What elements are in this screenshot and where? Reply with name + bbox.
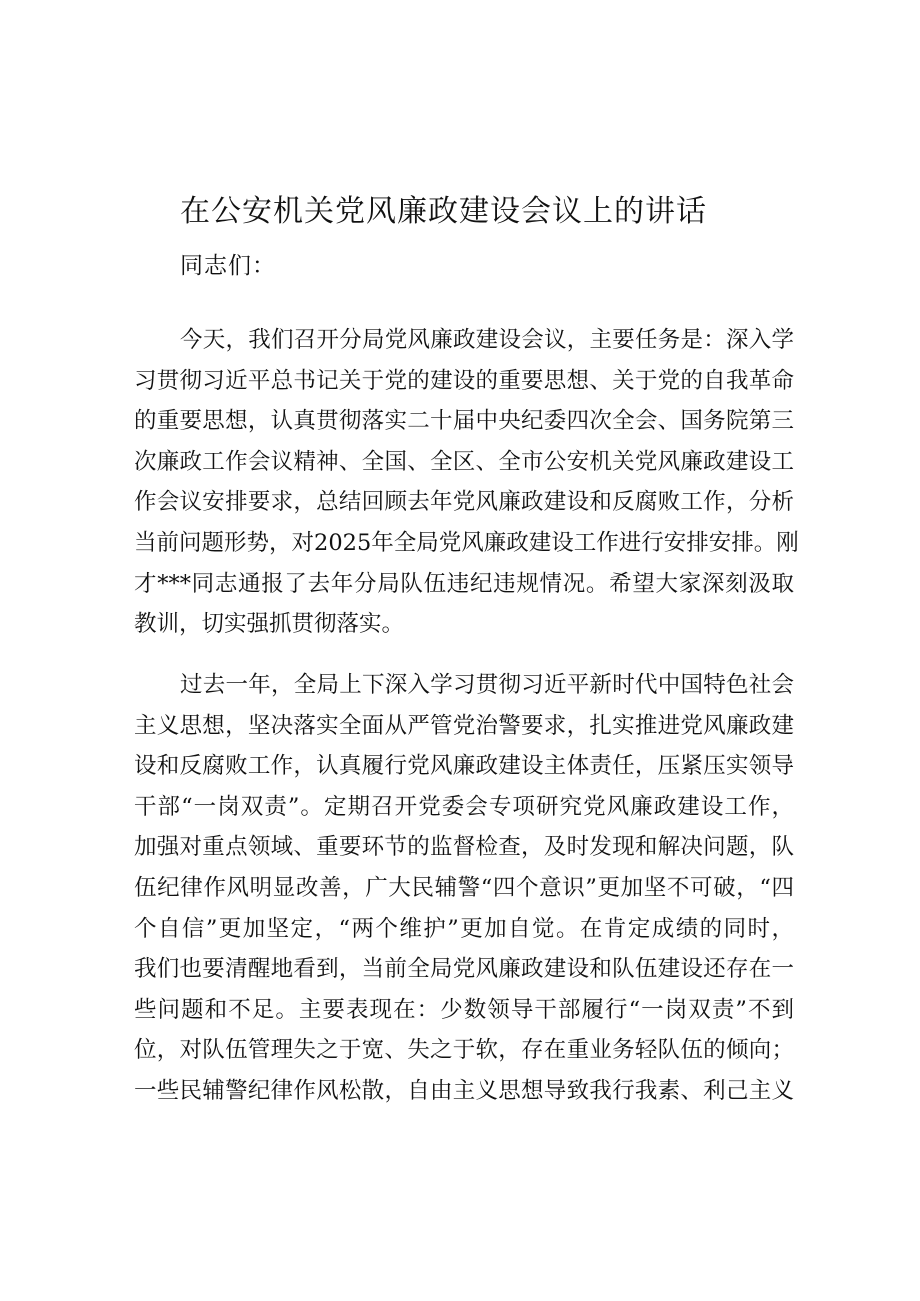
paragraph-line: 今天，我们召开分局党风廉政建设会议，主要任务是：深入学: [180, 327, 794, 353]
paragraph-line: 主义思想，坚决落实全面从严管党治警要求，扎实推进党风廉政建: [134, 712, 794, 739]
paragraph-1: [134, 320, 799, 645]
paragraph-line: 些问题和不足。主要表现在：少数领导干部履行“一岗双责”不到: [134, 996, 794, 1023]
salutation: 同志们：: [180, 253, 276, 279]
paragraph-line: 教训，切实强抓贯彻落实。: [134, 611, 405, 638]
paragraph-2: [134, 665, 794, 1112]
paragraph-line: 一些民辅警纪律作风松散，自由主义思想导致我行我素、利己主义: [134, 1077, 794, 1104]
paragraph-line: 当前问题形势，对2025年全局党风廉政建设工作进行安排安排。刚: [134, 529, 799, 556]
paragraph-line: 加强对重点领域、重要环节的监督检查，及时发现和解决问题，队: [134, 834, 794, 861]
paragraph-line: 的重要思想，认真贯彻落实二十届中央纪委四次全会、国务院第三: [134, 408, 794, 435]
paragraph-line: 才***同志通报了去年分局队伍违纪违规情况。希望大家深刻汲取: [134, 570, 794, 597]
paragraph-line: 作会议安排要求，总结回顾去年党风廉政建设和反腐败工作，分析: [134, 489, 794, 516]
paragraph-line: 习贯彻习近平总书记关于党的建设的重要思想、关于党的自我革命: [134, 367, 794, 394]
paragraph-line: 干部“一岗双责”。定期召开党委会专项研究党风廉政建设工作，: [134, 793, 794, 820]
paragraph-line: 我们也要清醒地看到，当前全局党风廉政建设和队伍建设还存在一: [134, 956, 794, 983]
paragraph-line: 个自信”更加坚定，“两个维护”更加自觉。在肯定成绩的同时，: [134, 915, 794, 942]
paragraph-line: 伍纪律作风明显改善，广大民辅警“四个意识”更加坚不可破，“四: [134, 874, 794, 901]
paragraph-line: 设和反腐败工作，认真履行党风廉政建设主体责任，压紧压实领导: [134, 753, 794, 780]
document-title: 在公安机关党风廉政建设会议上的讲话: [180, 194, 707, 229]
paragraph-line: 过去一年，全局上下深入学习贯彻习近平新时代中国特色社会: [180, 672, 794, 698]
paragraph-line: 次廉政工作会议精神、全国、全区、全市公安机关党风廉政建设工: [134, 448, 794, 475]
paragraph-line: 位，对队伍管理失之于宽、失之于软，存在重业务轻队伍的倾向；: [134, 1037, 794, 1064]
